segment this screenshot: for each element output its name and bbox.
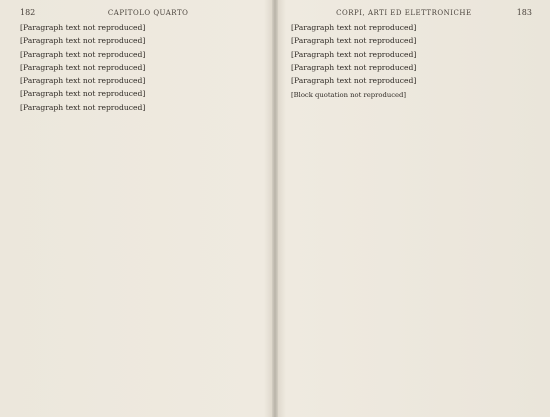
right-page bbox=[275, 0, 550, 417]
left-paragraph: [Paragraph text not reproduced] bbox=[20, 76, 146, 86]
left-running-head bbox=[20, 8, 261, 17]
left-paragraph: [Paragraph text not reproduced] bbox=[20, 102, 146, 112]
left-paragraph: [Paragraph text not reproduced] bbox=[20, 23, 146, 32]
left-paragraph: [Paragraph text not reproduced] bbox=[20, 89, 146, 99]
right-page-number: 183 bbox=[516, 8, 532, 17]
right-paragraph: [Paragraph text not reproduced] bbox=[291, 23, 417, 32]
left-paragraph: [Paragraph text not reproduced] bbox=[20, 49, 146, 59]
left-paragraph: [Paragraph text not reproduced] bbox=[20, 36, 146, 46]
right-paragraph: [Paragraph text not reproduced] bbox=[291, 49, 417, 59]
right-chapter-title: CORPI, ARTI ED ELETTRONICHE bbox=[336, 9, 472, 17]
right-paragraph: [Paragraph text not reproduced] bbox=[291, 36, 417, 46]
left-page-number: 182 bbox=[20, 8, 36, 17]
right-paragraph: [Paragraph text not reproduced] bbox=[291, 62, 417, 72]
right-running-head bbox=[291, 8, 532, 17]
right-paragraph: [Paragraph text not reproduced] bbox=[291, 76, 417, 86]
left-chapter-title: CAPITOLO QUARTO bbox=[107, 9, 189, 17]
left-paragraph: [Paragraph text not reproduced] bbox=[20, 62, 146, 72]
block-quotation: [Block quotation not reproduced] bbox=[291, 91, 407, 100]
